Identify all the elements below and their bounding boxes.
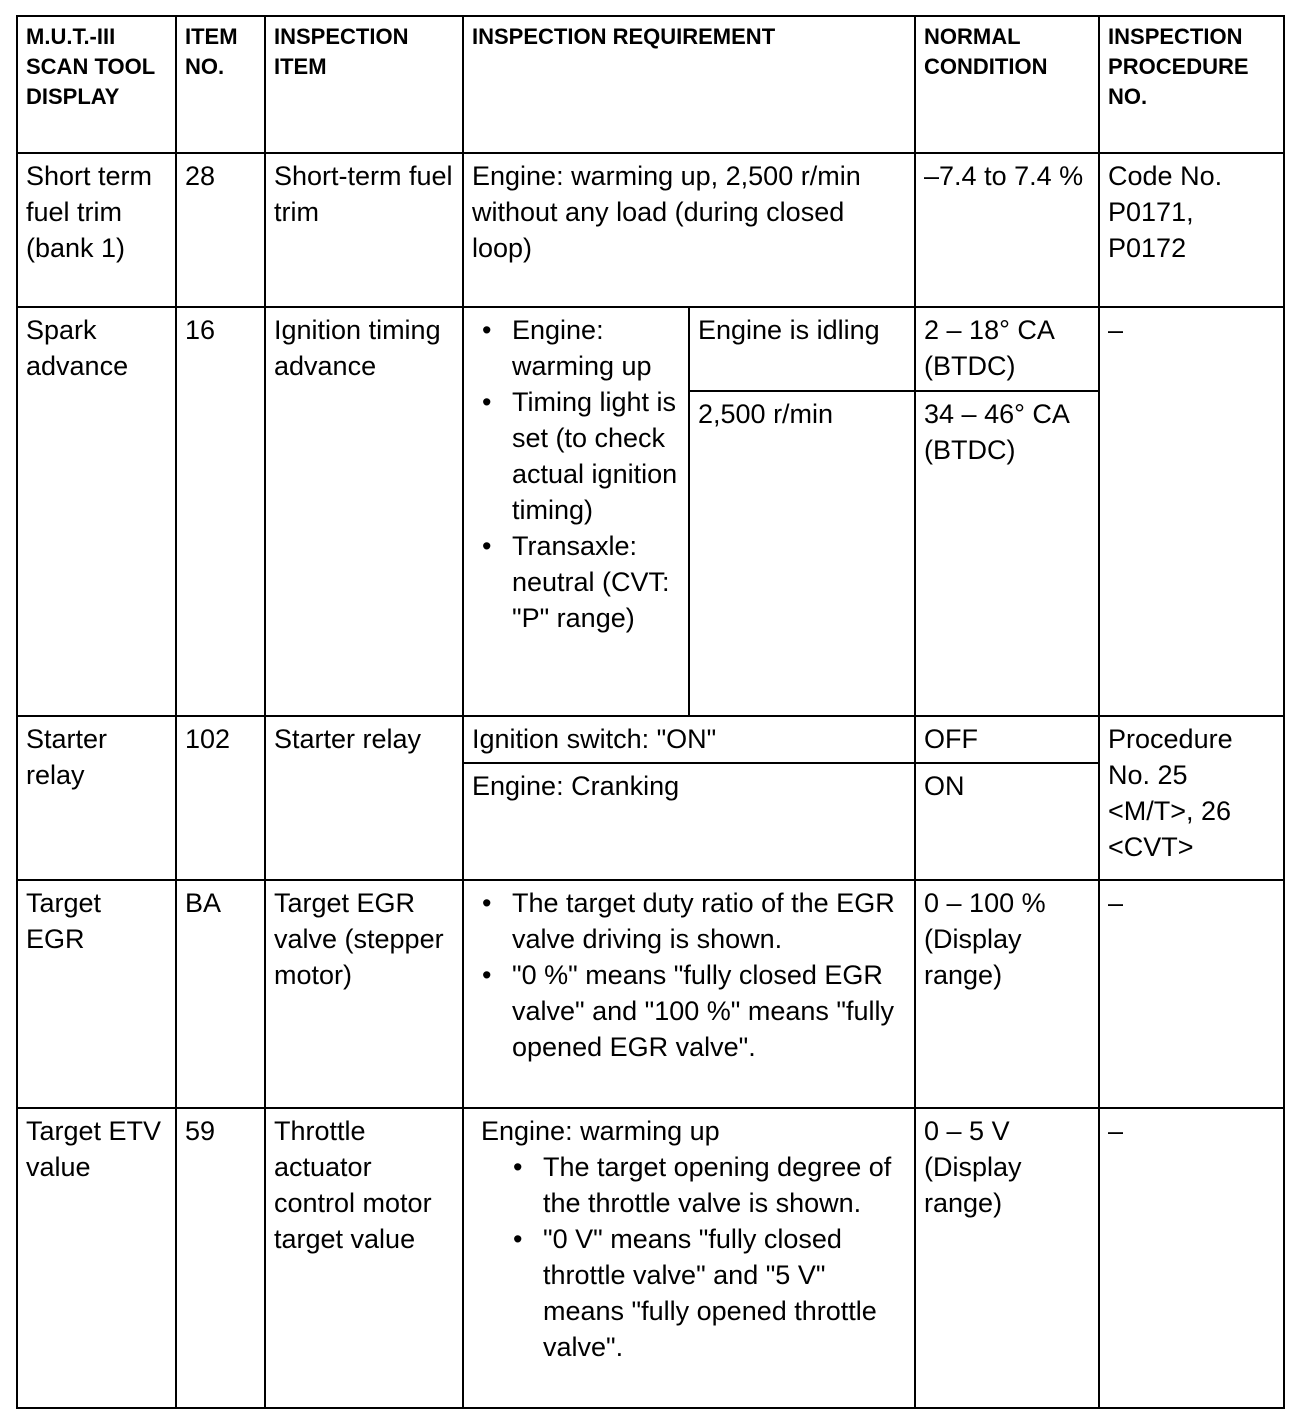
cell-procedure: – <box>1099 1108 1284 1408</box>
cell-engine-state: Engine is idling <box>689 307 915 391</box>
cell-engine-state: 2,500 r/min <box>689 391 915 716</box>
cell-requirement: Engine: warming up, 2,500 r/min without any load (during closed loop) <box>463 153 915 307</box>
header-scan-tool-display: M.U.T.-III SCAN TOOL DISPLAY <box>17 16 176 153</box>
cell-requirement: Ignition switch: "ON" <box>463 716 915 763</box>
condition-text: 34 – 46° CA (BTDC) <box>924 399 1069 465</box>
requirement-bullets <box>472 1149 906 1365</box>
requirement-head: Engine: warming up <box>481 1116 720 1146</box>
cell-inspection-item: Ignition timing advance <box>265 307 463 716</box>
cell-procedure: Procedure No. 25 <M/T>, 26 <CVT> <box>1099 716 1284 880</box>
table-row <box>17 1108 1284 1408</box>
cell-inspection-item: Starter relay <box>265 716 463 880</box>
inspection-table <box>16 15 1285 1409</box>
cell-condition <box>915 391 1099 716</box>
header-normal-condition: NORMAL CONDITION <box>915 16 1099 153</box>
cell-display: Short term fuel trim (bank 1) <box>17 153 176 307</box>
cell-procedure: – <box>1099 880 1284 1108</box>
bullet-item: • "0 %" means "fully closed EGR valve" and "100 %" means "fully opened EGR valve". <box>512 957 906 1065</box>
cell-display: Spark advance <box>17 307 176 716</box>
cell-procedure: Code No. P0171, P0172 <box>1099 153 1284 307</box>
cell-condition: ON <box>915 763 1099 880</box>
cell-item-no: 102 <box>176 716 265 880</box>
bullet-item: • "0 V" means "fully closed throttle valve" and "5 V" means "fully opened throttle valve". <box>543 1221 906 1365</box>
bullet-item: • The target duty ratio of the EGR valve driving is shown. <box>512 885 906 957</box>
bullet-item: • Engine: warming up <box>512 312 680 384</box>
requirement-bullets <box>472 885 906 1065</box>
header-inspection-item: INSPECTION ITEM <box>265 16 463 153</box>
condition-text: 2 – 18° CA (BTDC) <box>924 315 1054 381</box>
table-row <box>17 307 1284 391</box>
cell-procedure: – <box>1099 307 1284 716</box>
cell-inspection-item: Target EGR valve (stepper motor) <box>265 880 463 1108</box>
table-row <box>17 880 1284 1108</box>
table-row <box>17 153 1284 307</box>
cell-display: Target EGR <box>17 880 176 1108</box>
cell-condition: 0 – 100 % (Display range) <box>915 880 1099 1108</box>
cell-requirement: Engine: Cranking <box>463 763 915 880</box>
cell-condition <box>915 307 1099 391</box>
bullet-item: • Timing light is set (to check actual ignition timing) <box>512 384 680 528</box>
cell-inspection-item: Short-term fuel trim <box>265 153 463 307</box>
cell-requirement-list <box>463 307 689 716</box>
table-row <box>17 716 1284 763</box>
bullet-item: • The target opening degree of the throttle valve is shown. <box>543 1149 906 1221</box>
cell-display: Target ETV value <box>17 1108 176 1408</box>
cell-requirement-list <box>463 1108 915 1408</box>
cell-item-no: 59 <box>176 1108 265 1408</box>
cell-display: Starter relay <box>17 716 176 880</box>
cell-condition: OFF <box>915 716 1099 763</box>
header-inspection-requirement: INSPECTION REQUIREMENT <box>463 16 915 153</box>
cell-inspection-item: Throttle actuator control motor target value <box>265 1108 463 1408</box>
cell-item-no: 16 <box>176 307 265 716</box>
bullet-item: • Transaxle: neutral (CVT: "P" range) <box>512 528 680 636</box>
header-row <box>17 16 1284 153</box>
cell-item-no: 28 <box>176 153 265 307</box>
cell-item-no: BA <box>176 880 265 1108</box>
requirement-bullets <box>472 312 680 636</box>
cell-condition: –7.4 to 7.4 % <box>915 153 1099 307</box>
header-inspection-procedure-no: INSPECTION PROCEDURE NO. <box>1099 16 1284 153</box>
cell-condition: 0 – 5 V (Display range) <box>915 1108 1099 1408</box>
cell-requirement-list <box>463 880 915 1108</box>
header-item-no: ITEM NO. <box>176 16 265 153</box>
